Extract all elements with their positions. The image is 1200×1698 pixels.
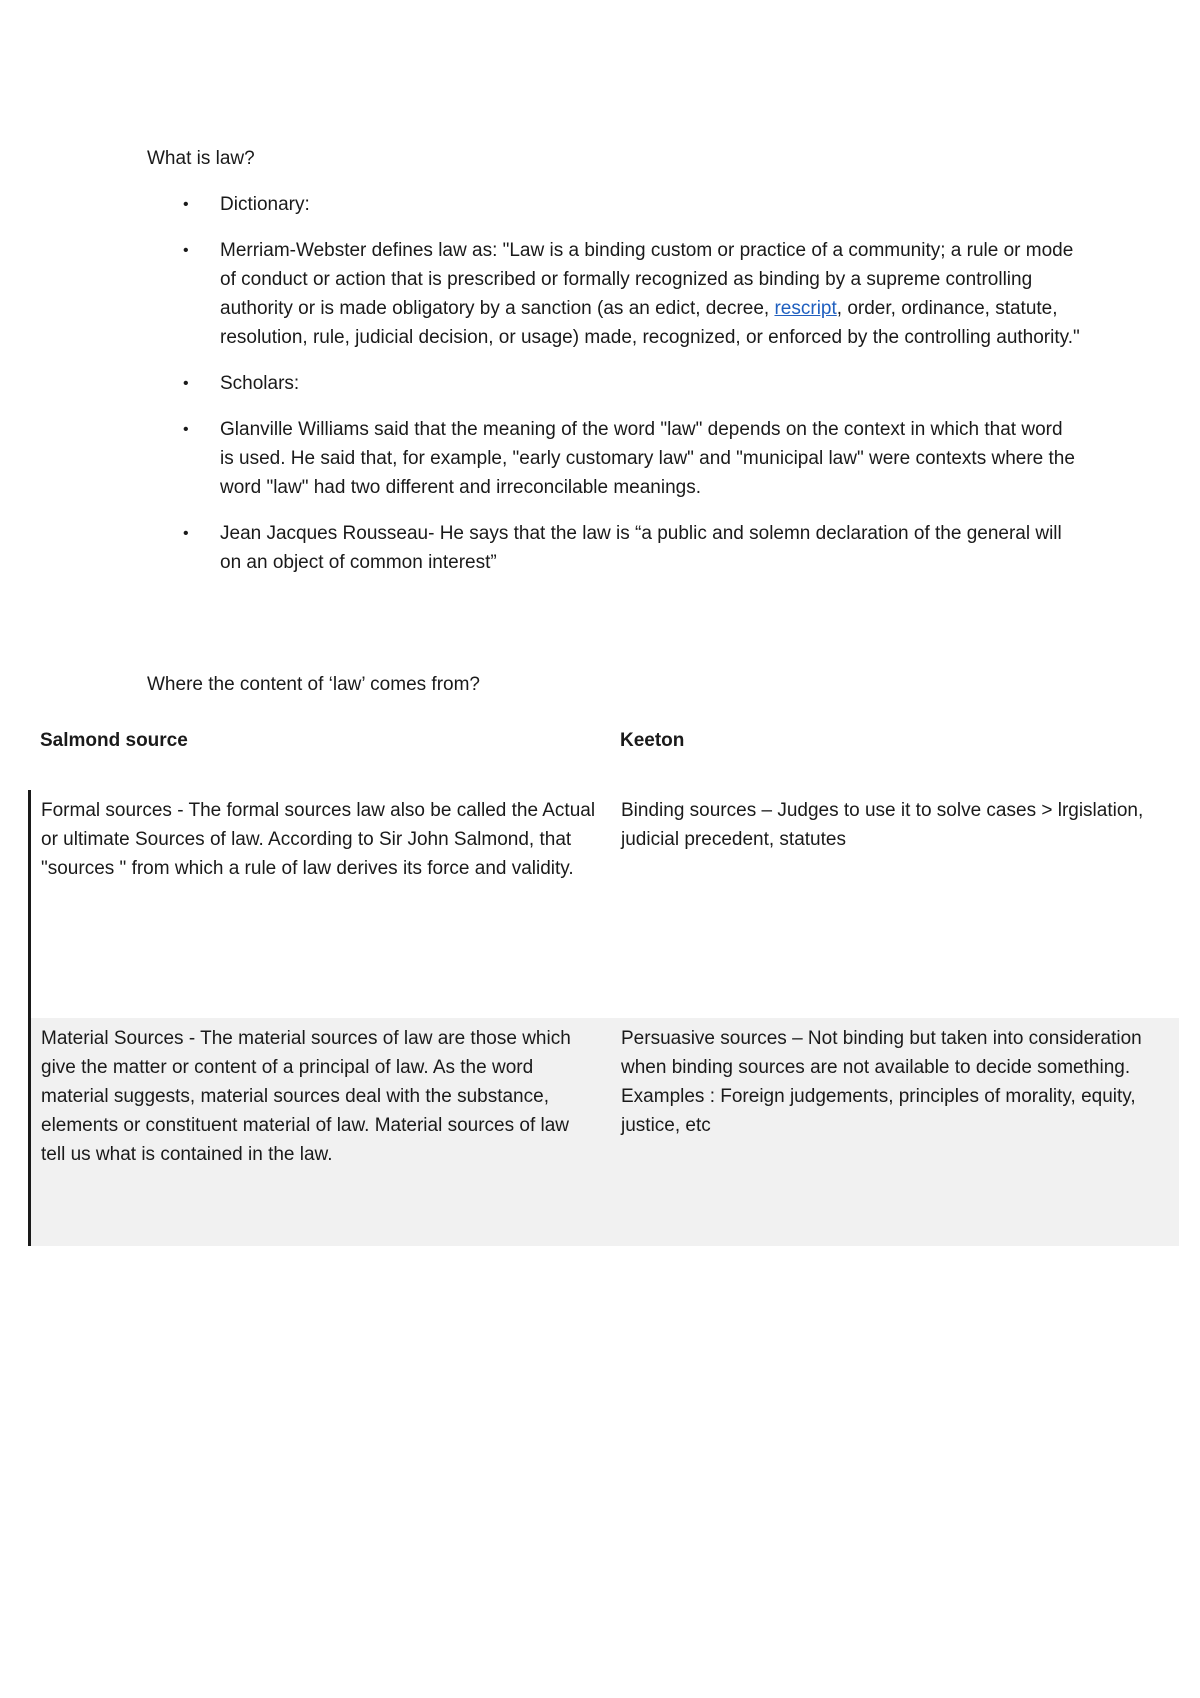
bullet-icon: • bbox=[183, 525, 189, 542]
bullet-rousseau-text: Jean Jacques Rousseau- He says that the law is “a public and solemn declaration of the general will on an object of common interest” bbox=[220, 523, 1062, 573]
column-header-salmond: Salmond source bbox=[40, 730, 188, 751]
bullet-glanville-text: Glanville Williams said that the meaning of the word "law" depends on the context in which that word is used. He said that, for example, "early customary law" and "municipal law" were contexts where the word "law" had two different and irreconcilable meanings. bbox=[220, 419, 1075, 498]
list-item bbox=[180, 236, 1080, 352]
list-item bbox=[180, 190, 1080, 219]
list-item bbox=[180, 519, 1080, 577]
bullet-scholars-text: Scholars: bbox=[220, 373, 300, 394]
table-row bbox=[31, 790, 1179, 1018]
list-item bbox=[180, 369, 1080, 398]
bullet-icon: • bbox=[183, 421, 189, 438]
sources-table bbox=[28, 790, 1179, 1246]
bullet-dictionary-text: Dictionary: bbox=[220, 194, 310, 215]
definitions-list bbox=[180, 190, 1080, 594]
cell-persuasive-sources: Persuasive sources – Not binding but taken into consideration when binding sources are not available to decide something. Examples : Foreign judgements, principles of morality, equity, justice, etc bbox=[621, 1028, 1142, 1136]
column-header-keeton: Keeton bbox=[620, 730, 685, 751]
bullet-icon: • bbox=[183, 242, 189, 259]
rescript-link[interactable]: rescript bbox=[774, 298, 837, 319]
bullet-merriam-text-end: , order, ordinance, statute, resolution, rule, judicial decision, or usage) made, recognized, or enforced by the controlling authority." bbox=[220, 298, 1080, 348]
list-item bbox=[180, 415, 1080, 502]
cell-binding-sources: Binding sources – Judges to use it to solve cases > lrgislation, judicial precedent, statutes bbox=[621, 800, 1144, 850]
bullet-icon: • bbox=[183, 196, 189, 213]
bullet-merriam-text-start: Merriam-Webster defines law as: "Law is a binding custom or practice of a community; a rule or mode of conduct or action that is prescribed or formally recognized as binding by a supreme controlling authority or is made obligatory by a sanction (as an edict, decree, bbox=[220, 240, 1074, 319]
bullet-icon: • bbox=[183, 375, 189, 392]
heading-what-is-law: What is law? bbox=[147, 148, 255, 169]
cell-formal-sources: Formal sources - The formal sources law also be called the Actual or ultimate Sources of law. According to Sir John Salmond, that "sources " from which a rule of law derives its force and validity. bbox=[41, 800, 596, 879]
table-row bbox=[31, 1018, 1179, 1246]
cell-material-sources: Material Sources - The material sources of law are those which give the matter or content of a principal of law. As the word material suggests, material sources deal with the substance, elements or constituent material of law. Material sources of law tell us what is contained in the law. bbox=[41, 1028, 571, 1165]
heading-content-of-law: Where the content of ‘law’ comes from? bbox=[147, 674, 480, 695]
